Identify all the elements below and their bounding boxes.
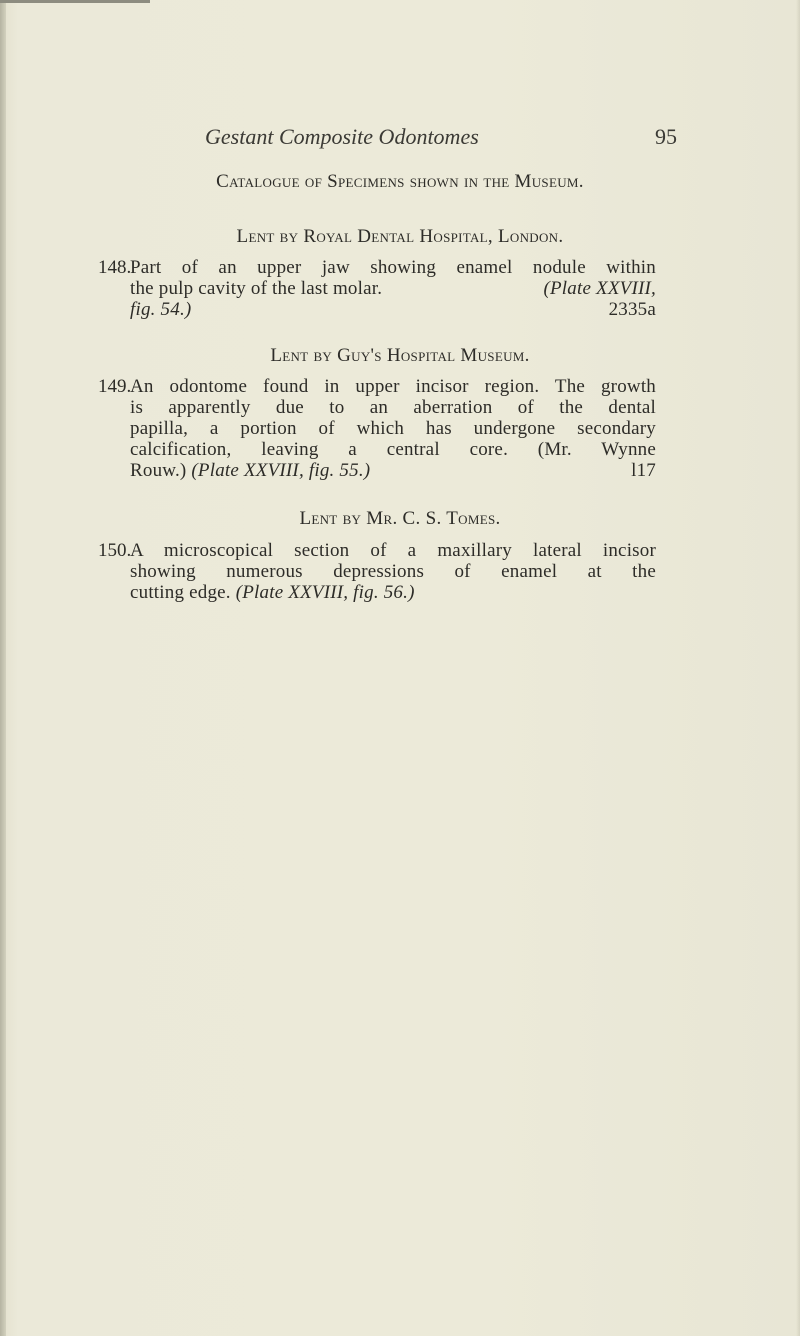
specimen-reference: 2335a: [608, 299, 656, 320]
entry-number: 148.: [98, 257, 132, 278]
catalogue-heading: Catalogue of Specimens shown in the Museum.: [216, 171, 584, 192]
entry-line: A microscopical section of a maxillary lateral incisor: [130, 540, 656, 561]
lender-heading: [0, 345, 800, 367]
lender-text: Lent by Royal Dental Hospital, London.: [236, 226, 564, 247]
plate-reference: (Plate XXVIII, fig. 55.): [191, 460, 371, 481]
entry-line: calcification, leaving a central core. (Mr. Wynne: [130, 439, 656, 460]
entry-line: papilla, a portion of which has undergone secondary: [130, 418, 656, 439]
page-left-edge: [0, 0, 6, 1336]
entry-description: [130, 540, 656, 603]
running-title: Gestant Composite Odontomes: [205, 124, 479, 149]
entry-line: [130, 460, 656, 481]
entry-line: [130, 278, 656, 299]
figure-reference: fig. 54.): [130, 299, 192, 320]
lender-heading: [0, 226, 800, 248]
entry-line: An odontome found in upper incisor region. The growth: [130, 376, 656, 397]
entry-line: is apparently due to an aberration of the dental: [130, 397, 656, 418]
entry-description: [130, 257, 656, 320]
lender-text: Lent by Mr. C. S. Tomes.: [299, 508, 501, 529]
entry-line: [130, 582, 656, 603]
running-header: [205, 124, 677, 156]
entry-description: [130, 376, 656, 481]
plate-reference: (Plate XXVIII, fig. 56.): [235, 582, 415, 603]
entry-line: showing numerous depressions of enamel at the: [130, 561, 656, 582]
page-top-edge: [0, 0, 150, 3]
specimen-reference: l17: [631, 460, 656, 481]
entry-line-text: the pulp cavity of the last molar.: [130, 278, 383, 299]
entry-line-text: Rouw.): [130, 460, 187, 481]
lender-text: Lent by Guy's Hospital Museum.: [270, 345, 530, 366]
entry-line-text: cutting edge.: [130, 582, 231, 603]
entry-line: [130, 299, 656, 320]
plate-reference: (Plate XXVIII,: [543, 278, 656, 299]
entry-number: 150.: [98, 540, 132, 561]
entry-line: Part of an upper jaw showing enamel nodule within: [130, 257, 656, 278]
page-number: 95: [655, 124, 677, 149]
page-right-edge: [796, 0, 800, 1336]
entry-number: 149.: [98, 376, 132, 397]
lender-heading: [0, 508, 800, 530]
